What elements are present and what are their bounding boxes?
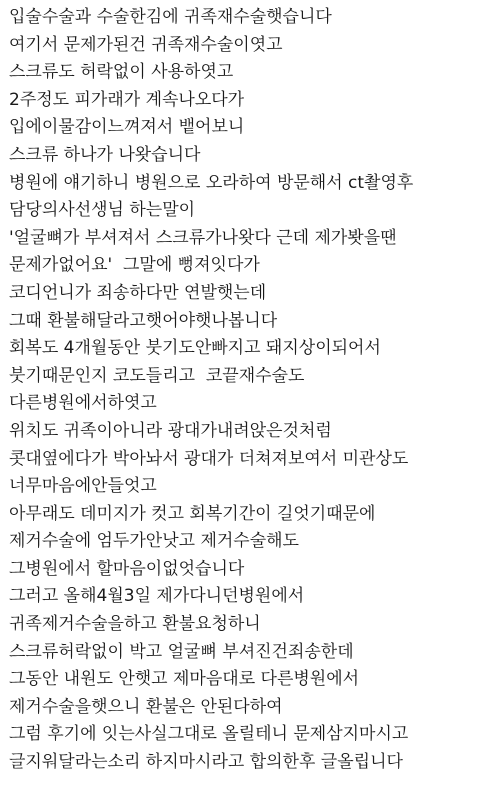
post-line: 스크류도 허락없이 사용하엿고 [9,62,234,83]
post-line: 코디언니가 죄송하다만 연발햇는데 [9,282,267,303]
post-line: 너무마음에안들엇고 [9,476,157,497]
post-line: 입에이물감이느껴져서 뱉어보니 [9,117,245,138]
post-line: 그병원에서 할마음이없엇습니다 [9,558,245,579]
post-line: 문제가없어요' 그말에 뻥져잇다가 [9,255,260,276]
post-line: 귀족제거수술을하고 환불요청하니 [9,614,261,635]
post-line: 그때 환불해달라고햇어야햇나봅니다 [9,310,278,331]
post-line: 여기서 문제가된건 귀족재수술이엿고 [9,34,283,55]
post-line: 아무래도 데미지가 컷고 회복기간이 길엇기때문에 [9,503,376,524]
post-line: 병원에 얘기하니 병원으로 오라하여 방문해서 ct촬영후 [9,172,414,193]
post-line: 회복도 4개월동안 붓기도안빠지고 돼지상이되어서 [9,338,381,359]
post-line: 입술수술과 수술한김에 귀족재수술햇습니다 [9,7,332,27]
post-body-text [0,4,480,777]
post-line: 제거수술을햇으니 환불은 안된다하여 [9,696,283,717]
post-line: 글지워달라는소리 하지마시라고 합의한후 글올립니다 [9,752,403,773]
post-line: 2주정도 피가래가 계속나오다가 [9,89,245,110]
post-line: 다른병원에서하엿고 [9,393,157,414]
post-line: 콧대옆에다가 박아놔서 광대가 더쳐져보여서 미관상도 [9,448,409,469]
post-line: 위치도 귀족이아니라 광대가내려앉은것처럼 [9,420,332,441]
post-line: '얼굴뼈가 부셔져서 스크류가나왓다 근데 제가봣을땐 [9,227,397,248]
post-line: 스크류 하나가 나왓습니다 [9,144,201,165]
post-line: 그동안 내원도 안햇고 제마음대로 다른병원에서 [9,669,360,690]
post-line: 스크류허락없이 박고 얼굴뼈 부셔진건죄송한데 [9,641,354,662]
post-line: 그러고 올해4월3일 제가다니던병원에서 [9,586,305,607]
post-line: 붓기때문인지 코도들리고 코끝재수술도 [9,365,305,386]
post-line: 제거수술에 엄두가안낫고 제거수술해도 [9,531,299,552]
post-line: 그럼 후기에 잇는사실그대로 올릴테니 문제삼지마시고 [9,724,409,745]
post-line: 담당의사선생님 하는말이 [9,200,196,221]
